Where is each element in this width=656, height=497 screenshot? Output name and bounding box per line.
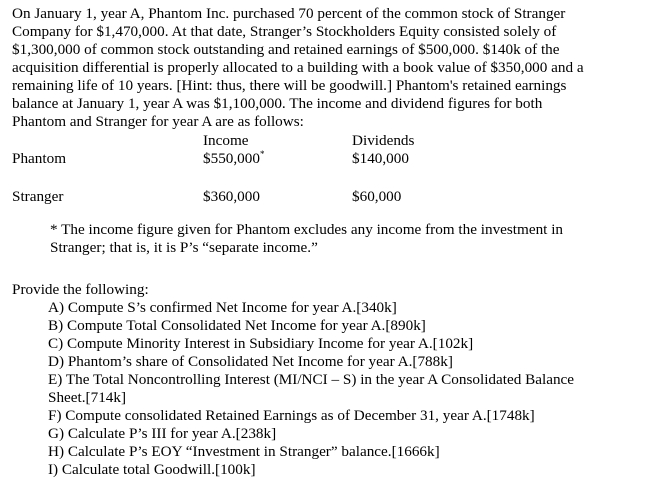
intro-line: balance at January 1, year A was $1,100,000. The income and dividend figures for both [12,95,543,112]
company-name-cell: Stranger [12,188,64,205]
question-text: D) Phantom’s share of Consolidated Net Income for year A.[788k] [48,353,453,370]
question-text: A) Compute S’s confirmed Net Income for year A.[340k] [48,299,397,316]
footnote [50,221,630,257]
income-column-header: Income [203,132,249,149]
company-name-cell: Phantom [12,150,67,167]
question-list [48,299,633,479]
income-cell: $360,000 [203,188,260,205]
problem-intro [12,5,648,131]
question-text: B) Compute Total Consolidated Net Income for year A.[890k] [48,317,426,334]
intro-line: Company for $1,470,000. At that date, Stranger’s Stockholders Equity consisted solely of [12,23,557,40]
intro-line: On January 1, year A, Phantom Inc. purchased 70 percent of the common stock of Stranger [12,5,566,22]
dividends-cell: $60,000 [352,188,402,205]
question-item [48,317,633,335]
income-cell [203,150,264,168]
question-item [48,299,633,317]
question-item [48,425,633,443]
question-item [48,371,633,407]
income-value: $550,000 [203,150,260,167]
intro-line: Phantom and Stranger for year A are as follows: [12,113,304,130]
question-item [48,407,633,425]
question-text: Sheet.[714k] [48,389,127,406]
question-text: E) The Total Noncontrolling Interest (MI/NCI – S) in the year A Consolidated Balance [48,371,575,388]
question-item [48,443,633,461]
income-dividends-table [12,132,648,205]
question-text: G) Calculate P’s III for year A.[238k] [48,425,277,442]
dividends-column-header: Dividends [352,132,415,149]
question-text: I) Calculate total Goodwill.[100k] [48,461,256,478]
footnote-line: Stranger; that is, it is P’s “separate income.” [50,239,318,256]
question-item [48,353,633,371]
intro-line: remaining life of 10 years. [Hint: thus, there will be goodwill.] Phantom's retained earnings [12,77,567,94]
footnote-line: * The income figure given for Phantom excludes any income from the investment in [50,221,564,238]
provide-heading: Provide the following: [12,281,149,298]
intro-line: $1,300,000 of common stock outstanding and retained earnings of $500,000. $140k of the [12,41,560,58]
footnote-marker: * [259,149,265,159]
question-item [48,461,633,479]
question-item [48,335,633,353]
dividends-cell: $140,000 [352,150,409,167]
document-page [12,5,648,205]
question-text: C) Compute Minority Interest in Subsidiary Income for year A.[102k] [48,335,474,352]
intro-line: acquisition differential is properly allocated to a building with a book value of $350,000 and a [12,59,584,76]
question-text: F) Compute consolidated Retained Earnings as of December 31, year A.[1748k] [48,407,535,424]
question-text: H) Calculate P’s EOY “Investment in Stranger” balance.[1666k] [48,443,440,460]
